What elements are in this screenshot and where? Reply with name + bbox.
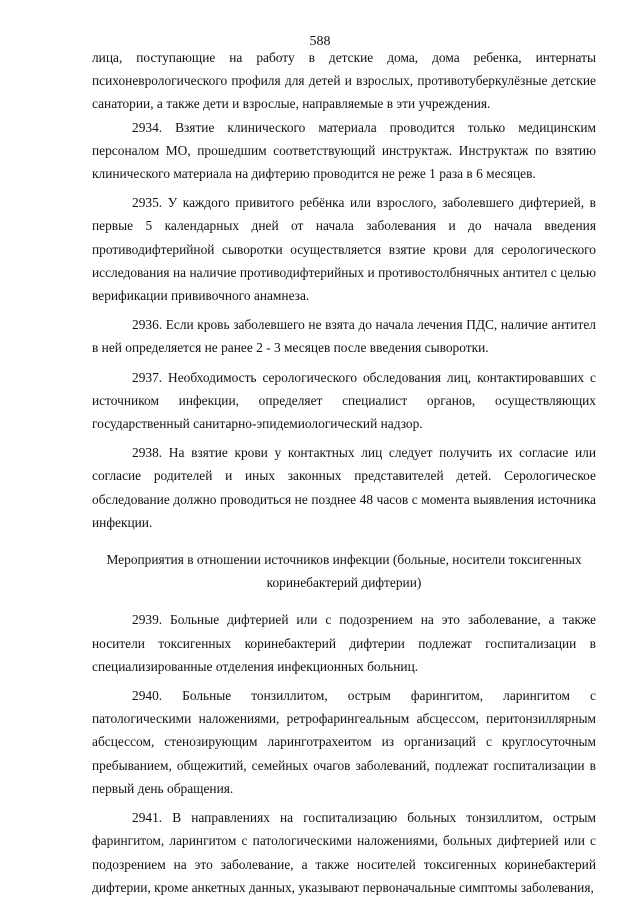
paragraph-2934: 2934. Взятие клинического материала проводится только медицинским персоналом МО, прошедшим соответствующий инструктаж. Инструктаж по взятию клинического материала на дифтерию проводится не реже 1 раза в 6 месяцев. — [92, 119, 596, 182]
paragraph-2936: 2936. Если кровь заболевшего не взята до начала лечения ПДС, наличие антител в ней определяется не ранее 2 - 3 месяцев после введения сыворотки. — [92, 317, 596, 356]
paragraph-continuation: лица, поступающие на работу в детские дома, дома ребенка, интернаты психоневрологического профиля для детей и взрослых, противотуберкулёзные детские санатории, а также дети и взрослые, направляемые в эти учреждения. — [92, 50, 596, 112]
paragraph-2938: 2938. На взятие крови у контактных лиц следует получить их согласие или согласие родителей и иных законных представителей детей. Серологическое обследование должно проводиться не позднее 48 часов с момента выявления источника инфекции. — [92, 445, 596, 530]
document-body — [92, 46, 596, 899]
page-number: 588 — [309, 34, 331, 49]
paragraph-2939: 2939. Больные дифтерией или с подозрением на это заболевание, а также носители токсигенных коринебактерий дифтерии подлежат госпитализации в специализированные отделения инфекционных больниц. — [92, 612, 596, 674]
section-heading: Мероприятия в отношении источников инфекции (больные, носители токсигенных коринебактерий дифтерии) — [106, 552, 582, 591]
paragraph-2940: 2940. Больные тонзиллитом, острым фарингитом, ларингитом с патологическими наложениями, ретрофарингеальным абсцессом, перитонзиллярным абсцессом, стенозирующим ларинготрахеитом из организаций с круглосуточным пребыванием, общежитий, семейных очагов заболеваний, подлежат госпитализации в первый день обращения. — [92, 688, 596, 796]
paragraph-2935: 2935. У каждого привитого ребёнка или взрослого, заболевшего дифтерией, в первые 5 календарных дней от начала заболевания и до начала введения противодифтерийной сыворотки осуществляется взятие крови для серологического исследования на наличие противодифтерийных и противостолбнячных антител с целью верификации прививочного анамнеза. — [92, 195, 596, 304]
paragraph-2941: 2941. В направлениях на госпитализацию больных тонзиллитом, острым фарингитом, ларингитом с патологическими наложениями, больных дифтерией или с подозрением на это заболевание, а также носителей токсигенных коринебактерий дифтерии, кроме анкетных данных, указывают первоначальные симптомы заболевания, — [92, 810, 596, 895]
paragraph-2937: 2937. Необходимость серологического обследования лиц, контактировавших с источником инфекции, определяет специалист органов, осуществляющих государственный санитарно-эпидемиологический надзор. — [92, 369, 596, 432]
